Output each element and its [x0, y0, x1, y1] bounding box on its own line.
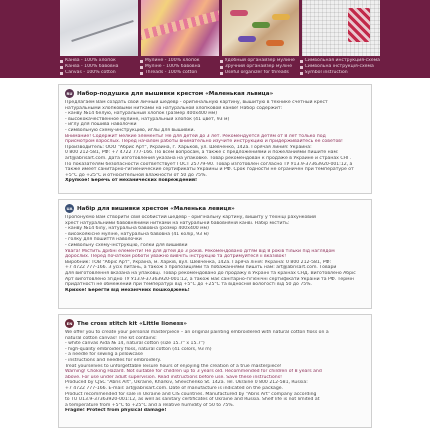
body-line: - высококачественное мулине, натуральный хлопок (41 цвет, 93 м): [65, 116, 230, 122]
block-body: [65, 215, 365, 293]
body-line: +7 4722 777-166. E-mail: art@abrisart.com. Date of manufacture is indicated on the package.: [65, 385, 284, 391]
flag-icon: EN: [66, 321, 73, 326]
embroidery-photo: [222, 0, 300, 56]
block-body: [65, 330, 365, 414]
cross-stitch-photo: [302, 0, 380, 56]
body-line: to TU U13.9-37363920-001:12, as well as sanitary certificates of Ukraine and Russia. Shelf life is not limited at: [65, 397, 320, 403]
block-title: [65, 319, 365, 328]
caption-line: Symbol instruction: [304, 70, 348, 76]
body-line: We offer you to create your personal masterpiece – an original painting embroidered with natural cotton floss on a: [65, 330, 329, 335]
fragile-notice: Крихке! Берегти від механічних пошкоджень!: [65, 287, 190, 293]
warning-line: Увага! Містить дрібні елементи! Не для дітей до 3 років. Рекомендовано дітям від 8 років тільки під наглядом: [65, 248, 335, 254]
body-line: Виробник: ТОВ "Абріс Арт", Україна, м. Харків, вул. Шевченка, 142а. Гаряча лінія: Україна: 0 800 212-581, РФ:: [65, 259, 332, 265]
caption-line: Useful organizer for threads: [224, 70, 289, 76]
body-line: Produced by CJSC "Abris Art", Ukraine, Kharkiv, Shevchenko St. 142a. Tel. Ukraine 0 800 212-581, Russia:: [65, 380, 308, 386]
warning-line: Внимание! Содержит мелкие элементы! Не для детей до 3 лет. Рекомендуется детям от 8 лет только под: [65, 133, 326, 139]
caption-line: Канва - 100% хлопок: [65, 58, 116, 63]
body-line: - иглу для пошива наволочки: [65, 122, 137, 128]
body-line: - символьную схему-инструкцию, иглы для вышивки.: [65, 127, 195, 133]
canvas-needle-photo: [60, 0, 138, 56]
block-title: [65, 204, 365, 213]
caption-group: [60, 58, 137, 77]
body-line: - white canvas Aida № 14, natural cotton (size 15.7" x 15.7"): [65, 341, 205, 347]
caption-line: Канва - 100% бавовна: [65, 64, 119, 70]
header-banner: [0, 0, 430, 78]
fragile-notice: Fragile! Protect from physical damage!: [65, 408, 167, 414]
info-block-ru: [58, 84, 372, 194]
body-line: для виготовлення вказана на упаковці. Товар рекомендовано до продажу в Україні та країнах СНД. Виготовлено Абріс: [65, 270, 356, 276]
info-block-ua: [58, 199, 372, 309]
caption-line: Мулине - 100% хлопок: [144, 58, 200, 63]
body-line: По показателям безопасности соответствует ГОСТ 25779-90. Товар изготовлен согласно ТУ У13.9-37363920-001:12, а: [65, 161, 353, 167]
caption-line: Зручний органайзер муліне: [224, 64, 293, 70]
body-line: хрест натуральними бавовняними нитками на натуральній бавовняній канві. Набір містить:: [65, 220, 290, 226]
body-line: - high-quality embroidery floss, natural cotton (41 colors, 93 m): [65, 346, 212, 352]
block-title: [65, 89, 365, 98]
body-line: +5°С до +25°С и относительной влажности от 50 до 75%.: [65, 172, 207, 178]
caption-line: Threads - 100% cotton: [144, 70, 198, 76]
content-area: [58, 84, 372, 430]
body-line: Производитель: ООО "Абрис Арт", Украина, г. Харьков, ул. Шевченко, 142а. Горячая линия: Украина:: [65, 144, 312, 150]
body-line: a temperature from +5°C to +25°C and a relative humidity of 50 to 75%.: [65, 402, 235, 408]
body-line: natural cotton canvas! The kit contains:: [65, 335, 157, 341]
body-line: - високоякісне муліне, натуральна бавовна (41 колір, 93 м): [65, 231, 209, 237]
info-block-en: [58, 314, 372, 428]
body-line: также имеет санитарно-гигиенические сертификаты Украины и РФ. Срок годности не ограничен при температуре от: [65, 167, 354, 173]
body-line: Пропонуємо Вам створити свій особистий шедевр - оригінальну картину, вишиту у техніці рахунковий: [65, 215, 316, 220]
flag-icon: RU: [66, 91, 73, 96]
body-line: придатності не обмежений при температурі від +5°С до +25°С та відносній вологості від 50 до 75%.: [65, 282, 312, 288]
fragile-notice: Хрупкое! Беречь от механических повреждений!: [65, 178, 198, 184]
warning-line: Warning! Choking Hazard. Not suitable for children up to 3 years old. Recommended for children of 8 years and: [65, 369, 322, 375]
photo-strip: [60, 0, 380, 56]
body-line: 0 800 212-581, РФ: +7 4722 777-166. По всем вопросам, а также с предложениями и пожеланиями пишите нам:: [65, 150, 339, 156]
body-line: - a needle for sewing a pillowcase: [65, 352, 143, 358]
caption-line: Муліне - 100% бавовна: [144, 64, 201, 70]
warning-line: присмотром взрослых. Перед началом работы внимательно изучите инструкцию и придерживайтесь ее советов!: [65, 139, 343, 145]
caption-line: Символьна інструкція-схема: [304, 64, 374, 70]
threads-photo: [141, 0, 219, 56]
body-line: - instructions and needles for embroidery.: [65, 357, 162, 363]
body-line: - канву №14 белую, натуральный хлопок (размер 400х400 мм): [65, 111, 218, 117]
block-title-text: The cross stitch kit «Little lioness»: [77, 320, 187, 327]
caption-group: [140, 58, 217, 77]
caption-group: [300, 58, 380, 77]
body-line: Арт виготовлено згідно ТУ У13.9-37363920-001:12, а також має санітарно-гігієнічні сертифікати України та РФ. Термін: [65, 276, 354, 282]
block-title-text: Набір для вишивки хрестом «Маленька левиця»: [77, 205, 235, 212]
body-line: - канву №14 білу, натуральна бавовна (розмір 400х400 мм): [65, 226, 209, 232]
body-line: натуральными хлопковыми нитками на натуральной хлопковой канве! Набор содержит:: [65, 105, 283, 111]
body-line: Предлагаем Вам создать свой личный шедевр - оригинальную картину, вышитую в технике счетный крест: [65, 100, 328, 105]
warning-line: above. For use under adult supervision. Read instructions before use. Save these instructions!: [65, 374, 282, 380]
body-line: Treat yourselves to unforgettable leisure hours of enjoying the creation of a true masterpiece!: [65, 363, 282, 369]
caption-line: Удобный органайзер мулине: [224, 58, 295, 63]
warning-line: дорослих. Перед початком роботи уважно вивчіть інструкцію та дотримуйтеся її вказівок!: [65, 254, 287, 260]
body-line: +7 4722 777-166. З усіх питань, а також з пропозиціями та побажаннями пишіть нам: art@abrisart.com. Товари: [65, 265, 337, 271]
block-body: [65, 100, 365, 184]
body-line: art@abrisart.com. Дата изготовления указана на упаковке. Товар рекомендован к продаже в Украине и странах СНГ.: [65, 155, 352, 161]
caption-line: Canvas - 100% cotton: [65, 70, 116, 76]
body-line: Product recommended for sale in Ukraine and CIS countries. Manufactured by "Abris Art" company according: [65, 391, 317, 397]
body-line: - символьну схему-інструкцію, голки для вишивки: [65, 242, 188, 248]
body-line: - голку для пошиття наволочки: [65, 237, 142, 243]
caption-line: Символьная инструкция-схема: [304, 58, 380, 63]
flag-icon: UA: [66, 206, 73, 211]
caption-group: [220, 58, 297, 77]
block-title-text: Набор-подушка для вышивки крестом «Маленькая львица»: [77, 90, 274, 97]
photo-captions: [60, 58, 380, 77]
